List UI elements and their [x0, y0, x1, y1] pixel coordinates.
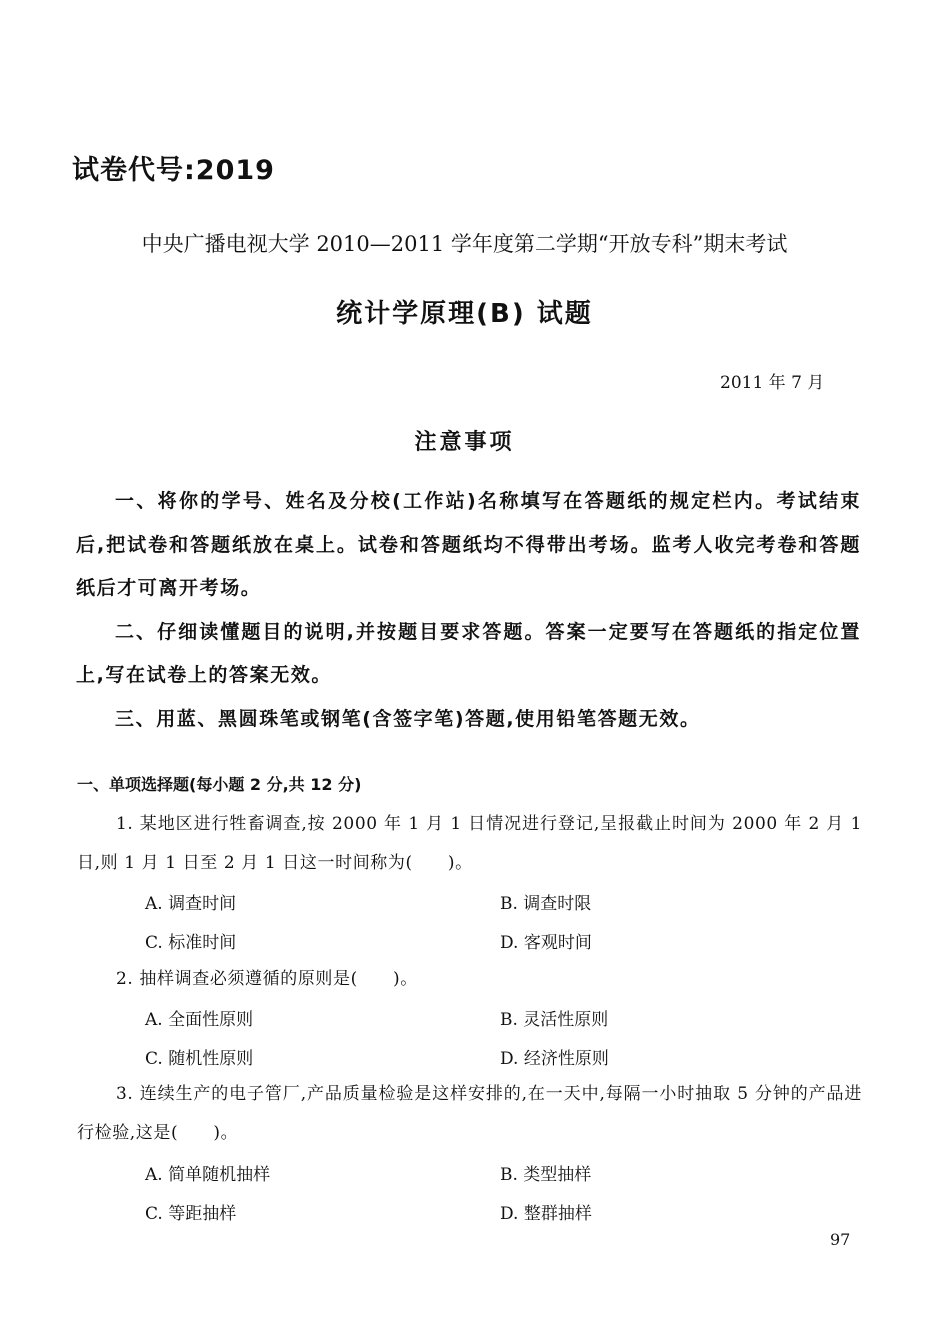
option-3c: C. 等距抽样 [145, 1204, 237, 1224]
notice-item: 三、用蓝、黑圆珠笔或钢笔(含签字笔)答题,使用铅笔答题无效。 [115, 707, 701, 730]
paper-code: 试卷代号:2019 [72, 155, 275, 186]
page-number: 97 [830, 1230, 851, 1249]
exam-title: 统计学原理(B) 试题 [336, 299, 593, 329]
option-2c: C. 随机性原则 [145, 1049, 254, 1069]
option-1a: A. 调查时间 [145, 894, 237, 914]
notice-list [76, 480, 861, 741]
option-3b: B. 类型抽样 [500, 1165, 592, 1185]
notice-item: 一、将你的学号、姓名及分校(工作站)名称填写在答题纸的规定栏内。考试结束后,把试卷和答题纸放在桌上。试卷和答题纸均不得带出考场。监考人收完考卷和答题纸后才可离开考场。 [76, 490, 861, 599]
option-1b: B. 调查时限 [500, 894, 592, 914]
question-stem-1: 1. 某地区进行牲畜调查,按 2000 年 1 月 1 日情况进行登记,呈报截止时间为 2000 年 2 月 1 日,则 1 月 1 日至 2 月 1 日这一时间称为( )。 [77, 814, 862, 873]
exam-line: 中央广播电视大学 2010—2011 学年度第二学期“开放专科”期末考试 [141, 232, 788, 256]
section-title: 一、单项选择题(每小题 2 分,共 12 分) [77, 775, 362, 794]
exam-date: 2011 年 7 月 [720, 373, 825, 393]
option-2b: B. 灵活性原则 [500, 1010, 609, 1030]
option-2d: D. 经济性原则 [500, 1049, 609, 1069]
option-3d: D. 整群抽样 [500, 1204, 592, 1224]
notice-item: 二、仔细读懂题目的说明,并按题目要求答题。答案一定要写在答题纸的指定位置上,写在试卷上的答案无效。 [76, 620, 861, 686]
option-3a: A. 简单随机抽样 [145, 1165, 271, 1185]
question-stem-3: 3. 连续生产的电子管厂,产品质量检验是这样安排的,在一天中,每隔一小时抽取 5 分钟的产品进行检验,这是( )。 [77, 1084, 862, 1143]
option-1c: C. 标准时间 [145, 933, 237, 953]
question-stem-2: 2. 抽样调查必须遵循的原则是( )。 [116, 969, 418, 989]
option-1d: D. 客观时间 [500, 933, 592, 953]
option-2a: A. 全面性原则 [145, 1010, 254, 1030]
notice-title: 注意事项 [414, 430, 515, 455]
